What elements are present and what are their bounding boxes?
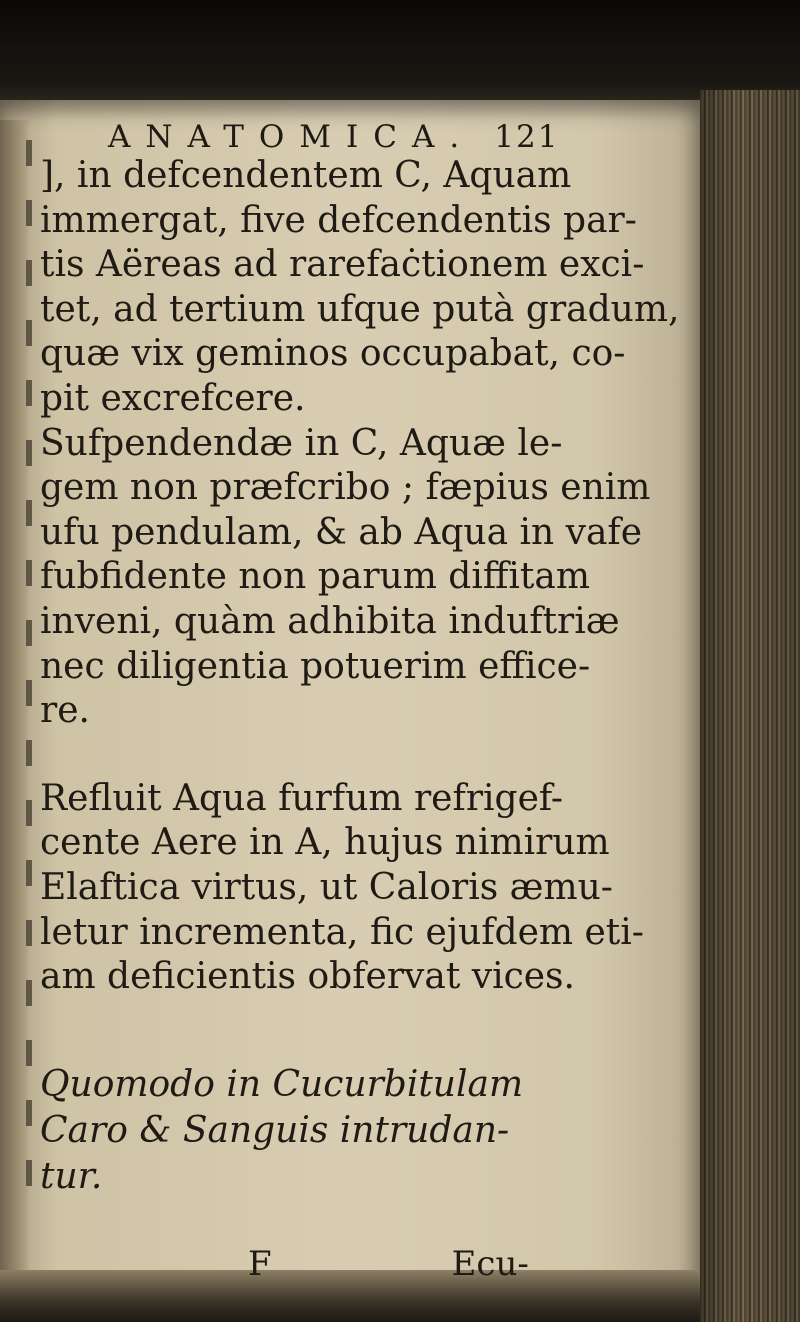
catchword: Ecu- xyxy=(451,1243,529,1284)
text-line: nec diligentia potuerim effice- xyxy=(40,645,591,687)
page-footer xyxy=(40,1240,690,1288)
text-line: ], in defcendentem C, Aquam xyxy=(40,155,572,196)
gutter-ink-marks xyxy=(26,140,36,1250)
text-line: quæ vix geminos occupabat, co- xyxy=(40,333,626,375)
running-title: ANATOMICA. xyxy=(108,119,475,155)
paragraph xyxy=(40,777,690,1000)
text-line: gem non præfcribo ; fæpius enim xyxy=(40,467,651,509)
paragraph xyxy=(40,422,690,734)
text-line: immergat, five defcendentis par- xyxy=(40,199,637,241)
text-line: pit excrefcere. xyxy=(40,377,306,419)
text-line: fubfidente non parum diffitam xyxy=(40,556,591,598)
text-line: cente Aere in A, hujus nimirum xyxy=(40,822,610,864)
text-line: re. xyxy=(40,690,90,732)
fore-edge-shadow xyxy=(700,90,800,1322)
page-text xyxy=(40,120,690,1288)
text-line: inveni, quàm adhibita induftriæ xyxy=(40,600,620,642)
text-line: Sufpendendæ in C, Aquæ le- xyxy=(40,422,563,464)
text-line: am deficientis obfervat vices. xyxy=(40,956,575,998)
running-header xyxy=(108,120,690,154)
text-line: Refluit Aqua furfum refrigef- xyxy=(40,777,564,819)
text-line: tet, ad tertium ufque putà gradum, xyxy=(40,288,680,330)
signature-mark: F xyxy=(248,1243,272,1284)
section-heading xyxy=(40,1062,690,1200)
text-line: Elaftica virtus, ut Caloris æmu- xyxy=(40,866,613,908)
paragraph xyxy=(40,154,690,422)
heading-line: Quomodo in Cucurbitulam xyxy=(40,1063,524,1105)
heading-line: tur. xyxy=(40,1155,103,1197)
text-line: ufu pendulam, & ab Aqua in vafe xyxy=(40,511,643,553)
page-number: 121 xyxy=(494,119,560,155)
text-line: tis Aëreas ad rarefaċtionem exci- xyxy=(40,244,645,286)
text-line: letur incrementa, fic ejufdem eti- xyxy=(40,911,644,953)
heading-line: Caro & Sanguis intrudan- xyxy=(40,1109,510,1151)
